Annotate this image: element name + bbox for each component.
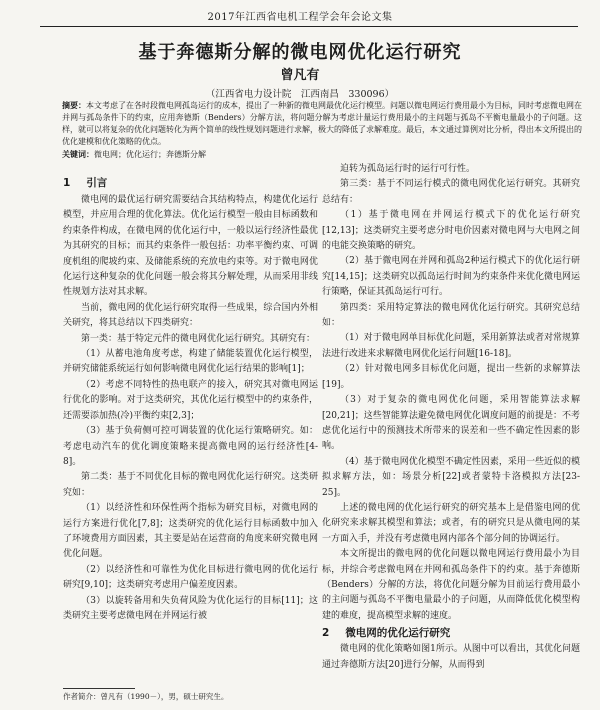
author-name: 曾凡有 [280,68,320,83]
header-rule [40,26,578,27]
paragraph: 微电网的优化策略如图1所示。从图中可以看出，其优化问题通过奔德斯方法[20]进行分解，从而得到 [322,644,580,670]
abstract-text: 本文考虑了在各时段微电网孤岛运行的成本，提出了一种新的微电网最优化运行模型。问题以微电网运行费用最小为目标，同时考虑微电网在并网与孤岛条件下的约束，应用奔德斯（Benders）分解方法，将问题分解为考虑计量运行费用最小的主问题与孤岛不平衡电量最小的子问题。这样，就可以将复杂的优化问题转化为两个简单的线性规划问题进行求解，极大的降低了求解难度。最后，本文通过算例对比分析，得出本文所提出的优化建模和优化策略的优点。 [62,101,582,146]
paragraph: 第四类：采用特定算法的微电网优化运行研究。其研究总结如： [322,302,580,329]
abstract [62,100,582,148]
paragraph: （3）对于复杂的微电网优化问题，采用智能算法求解[20,21]；这些智能算法避免微电网优化调度问题的前提是：不考虑优化运行中的预测技术所带来的误差和一些不确定性因素的影响。 [322,395,580,452]
paragraph: 第一类：基于特定元件的微电网优化运行研究。其研究有： [81,333,316,344]
paragraph: （1）对于微电网单目标优化问题，采用新算法或者对常规算法进行改进来求解微电网优化运行问题[16-18]。 [322,333,580,359]
paragraph: 本文所提出的微电网的优化问题以微电网运行费用最小为目标，并综合考虑微电网在并网和孤岛条件下的约束。基于奔德斯（Benders）分解的方法，将优化问题分解为目前运行费用最小的主问题与孤岛不平衡电量最小的子问题，从而降低优化模型构建的难度，提高模型求解的速度。 [322,549,580,621]
keywords-text: 微电网；优化运行；奔德斯分解 [94,150,206,159]
author-footnote: 作者简介：曾凡有（1990－），男，硕士研究生。 [63,692,229,701]
paragraph: （1）从蓄电池角度考虑，构建了储能装置优化运行模型，并研究储能系统运行如何影响微电网优化运行结果的影响[1]； [63,349,318,375]
section-number: 1 [63,177,71,189]
paper-title: 基于奔德斯分解的微电网优化运行研究 [138,42,462,63]
paragraph: （2）考虑不同特性的热电联产的接入，研究其对微电网运行优化的影响。对于这类研究，其优化运行模型中的约束条件，还需要添加热(冷)平衡约束[2,3]； [63,379,318,421]
running-header: 2017年江西省电机工程学会年会论文集 [207,12,393,23]
paragraph: 第二类：基于不同优化目标的微电网优化运行研究。这类研究如： [63,472,318,498]
footnote-rule [63,688,135,689]
abstract-label: 摘要： [62,101,86,110]
paragraph: 第三类：基于不同运行模式的微电网优化运行研究。其研究总结有： [322,179,580,205]
paragraph: 当前，微电网的优化运行研究取得一些成果，综合国内外相关研究，将其总结以下四类研究： [63,302,318,329]
section-number: 2 [322,627,330,640]
paragraph: （4）基于微电网优化模型不确定性因素，采用一些近似的模拟求解方法，如：场景分析[22]或者蒙特卡洛模拟方法[23-25]。 [322,456,580,498]
paragraph: （3）以旋转备用和失负荷风险为优化运行的目标[11]；这类研究主要考虑微电网在并网运行被 [63,595,318,621]
left-column [63,175,318,680]
keywords [62,149,582,161]
paragraph: （1）基于微电网在并网运行模式下的优化运行研究[12,13]；这类研究主要考虑分时电价因素对微电网与大电网之间的电能交换策略的研究。 [322,210,580,252]
paragraph: （2）基于微电网在并网和孤岛2种运行模式下的优化运行研究[14,15]；这类研究以孤岛运行时间为约束条件来优化微电网运行策略，保证其孤岛运行可行。 [322,256,580,298]
right-column [322,162,580,710]
keywords-label: 关键词： [62,150,94,159]
paragraph: 上述的微电网的优化运行研究的研究基本上是借鉴电网的优化研究来求解其模型和算法；或者，有的研究只是从微电网的某一方面入手，并没有考虑微电网内部各个部分间的协调运行。 [322,502,580,544]
paragraph: （3）基于负荷侧可控可调装置的优化运行策略研究。如：考虑电动汽车的优化调度策略来提高微电网的运行经济性[4-8]。 [63,426,318,467]
author-affiliation: （江西省电力设计院 江西南昌 330096） [205,89,395,100]
paragraph: （2）针对微电网多目标优化问题，提出一些新的求解算法[19]。 [322,364,580,390]
paragraph: （2）以经济性和可靠性为优化目标进行微电网的优化运行研究[9,10]；这类研究考虑用户偏差度因素。 [63,564,318,591]
section-heading-optimization [322,625,580,641]
paragraph: 微电网的最优运行研究需要结合其结构特点，构建优化运行模型，并应用合理的优化算法。优化运行模型一般由目标函数和约束条件构成，在微电网的优化运行中，一般以运行经济性最优为其研究的目标；而其约束条件一般包括：功率平衡约束、可调度机组的爬坡约束、及储能系统的充放电约束等。对于微电网优化运行这种复杂的优化问题一般会将其分解处理，从而采用非线性规划方法对其求解。 [63,195,318,298]
section-title: 引言 [86,177,108,189]
section-title: 微电网的优化运行研究 [345,627,451,640]
section-heading-intro [63,175,318,191]
paragraph: 迫转为孤岛运行时的运行可行性。 [340,164,476,174]
paragraph: （1）以经济性和环保性两个指标为研究目标，对微电网的运行方案进行优化[7,8]；这类研究的优化运行目标函数中加入了环境费用方面因素，其主要是站在运营商的角度来研究微电网优化问题。 [63,503,318,560]
